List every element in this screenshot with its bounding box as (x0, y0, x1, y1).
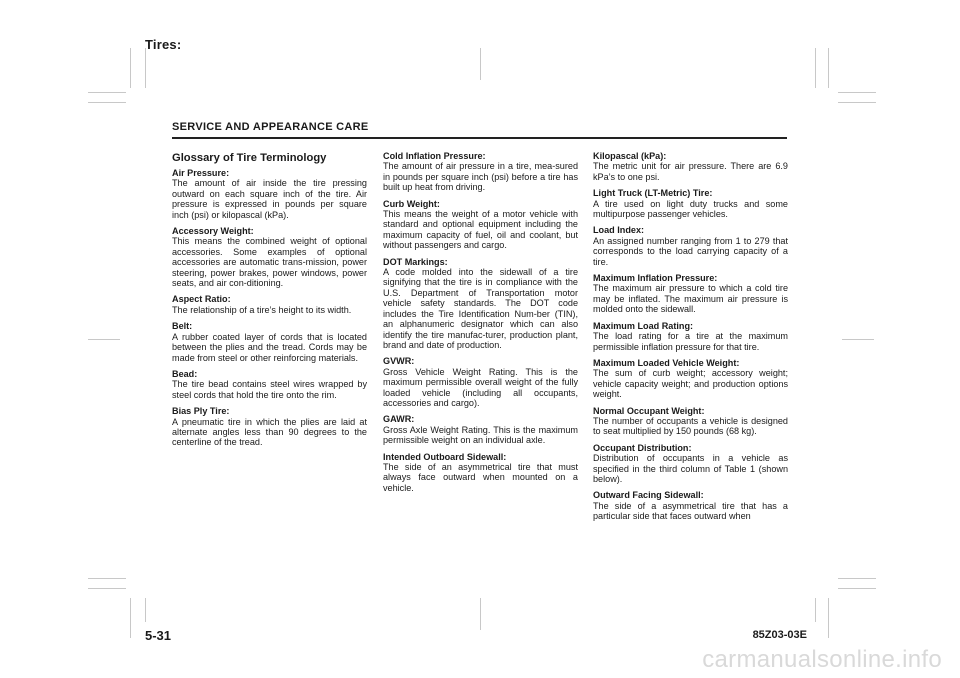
crop-mark (838, 102, 876, 103)
crop-mark (480, 48, 481, 80)
crop-mark (828, 48, 829, 88)
glossary-definition: This means the weight of a motor vehicle with standard and optional equipment including the maximum capacity of fuel, oil and coolant, but without passengers and cargo. (383, 209, 578, 251)
crop-mark (842, 339, 874, 340)
glossary-entry (383, 414, 578, 445)
glossary-entry (593, 406, 788, 437)
crop-mark (838, 92, 876, 93)
glossary-definition: This means the combined weight of optional accessories. Some examples of optional accessories are automatic trans-mission, power steering, power brakes, power windows, power seats, and air con-ditioning. (172, 236, 367, 289)
glossary-term: Cold Inflation Pressure: (383, 151, 486, 161)
glossary-term: Belt: (172, 321, 193, 332)
glossary-term: Maximum Load Rating: (593, 320, 694, 331)
glossary-term: GAWR: (383, 414, 415, 425)
glossary-definition: The tire bead contains steel wires wrapped by steel cords that hold the tire onto the rim. (172, 379, 367, 400)
glossary-heading: Glossary of Tire Terminology (172, 152, 327, 164)
crop-mark (88, 578, 126, 579)
glossary-entry (172, 226, 367, 288)
crop-mark (145, 48, 146, 88)
crop-mark (88, 339, 120, 340)
glossary-term: GVWR: (383, 356, 415, 367)
glossary-entry (383, 452, 578, 494)
glossary-entry (593, 151, 788, 182)
crop-mark (838, 588, 876, 589)
glossary-definition: The load rating for a tire at the maximum permissible inflation pressure for that tire. (593, 331, 788, 352)
glossary-column-3 (593, 151, 788, 528)
glossary-entry (593, 225, 788, 267)
glossary-definition: A code molded into the sidewall of a tire signifying that the tire is in compliance with the U.S. Department of Transportation motor vehicle safety standards. The DOT code includes the Tire Identification Num-ber (TIN), an alphanumeric designator which can also identify the tire manufac-turer, production plant, brand and date of production. (383, 267, 578, 350)
glossary-definition: Gross Axle Weight Rating. This is the maximum permissible weight on an individual axle. (383, 424, 578, 446)
glossary-definition: Distribution of occupants in a vehicle as specified in the third column of Table 1 (shown below). (593, 453, 788, 484)
glossary-term: DOT Markings: (383, 256, 448, 267)
glossary-entry (593, 490, 788, 521)
glossary-column-1 (172, 151, 367, 454)
crop-mark (88, 588, 126, 589)
glossary-entry (593, 443, 788, 485)
glossary-definition: The relationship of a tire’s height to its width. (172, 304, 352, 315)
glossary-entry (172, 321, 367, 363)
glossary-definition: The metric unit for air pressure. There are 6.9 kPa’s to one psi. (593, 161, 788, 182)
crop-mark (130, 598, 131, 638)
glossary-term: Normal Occupant Weight: (593, 405, 705, 416)
glossary-term: Kilopascal (kPa): (593, 151, 667, 161)
glossary-definition: A tire used on light duty trucks and some multipurpose passenger vehicles. (593, 198, 788, 220)
crop-mark (828, 598, 829, 638)
glossary-term: Bead: (172, 368, 198, 379)
section-title: SERVICE AND APPEARANCE CARE (172, 121, 369, 133)
page-number: 5-31 (145, 628, 172, 643)
glossary-entry (593, 188, 788, 219)
glossary-definition: The amount of air pressure in a tire, mea-sured in pounds per square inch (psi) before a tire has built up heat from driving. (383, 161, 578, 193)
glossary-definition: A pneumatic tire in which the plies are laid at alternate angles less than 90 degrees to the centerline of the tread. (172, 416, 367, 448)
crop-mark (130, 48, 131, 88)
glossary-definition: The side of an asymmetrical tire that must always face outward when mounted on a vehicle. (383, 461, 578, 493)
glossary-term: Light Truck (LT-Metric) Tire: (593, 188, 713, 199)
glossary-term: Load Index: (593, 225, 645, 236)
glossary-entry (172, 294, 367, 315)
crop-mark (145, 598, 146, 622)
glossary-entry (593, 273, 788, 315)
glossary-term: Aspect Ratio: (172, 294, 231, 305)
glossary-entry (172, 369, 367, 400)
glossary-definition: A rubber coated layer of cords that is located between the plies and the tread. Cords may be made from steel or other reinforcing materials. (172, 331, 367, 363)
crop-mark (815, 48, 816, 88)
glossary-definition: The sum of curb weight; accessory weight; vehicle capacity weight; and production options weight. (593, 368, 788, 400)
glossary-definition: Gross Vehicle Weight Rating. This is the maximum permissible overall weight of the fully loaded vehicle (including all occupants, accessories and cargo). (383, 366, 578, 408)
glossary-definition: The number of occupants a vehicle is designed to seat multiplied by 150 pounds (68 kg). (593, 415, 788, 437)
glossary-term: Accessory Weight: (172, 226, 254, 237)
glossary-entry (172, 168, 367, 220)
glossary-entry (172, 406, 367, 448)
glossary-definition: The amount of air inside the tire pressing outward on each square inch of the tire. Air pressure is expressed in pounds per square inch (psi) or kilopascal (kPa). (172, 178, 367, 220)
crop-mark (88, 92, 126, 93)
glossary-entry (383, 257, 578, 351)
glossary-entry (383, 199, 578, 251)
document-code: 85Z03-03E (752, 629, 807, 641)
glossary-definition: The side of a asymmetrical tire that has a particular side that faces outward when (593, 500, 788, 522)
crop-mark (838, 578, 876, 579)
glossary-entry (383, 151, 578, 193)
glossary-term: Outward Facing Sidewall: (593, 490, 704, 501)
glossary-definition: An assigned number ranging from 1 to 279 that corresponds to the load carrying capacity of a tire. (593, 235, 788, 267)
glossary-term: Maximum Inflation Pressure: (593, 273, 718, 284)
watermark: carmanualsonline.info (702, 646, 942, 673)
glossary-term: Occupant Distribution: (593, 442, 692, 453)
glossary-entry (383, 356, 578, 408)
glossary-term: Curb Weight: (383, 198, 440, 209)
glossary-term: Intended Outboard Sidewall: (383, 451, 507, 462)
glossary-entry (593, 358, 788, 400)
glossary-entry (593, 321, 788, 352)
crop-mark (815, 598, 816, 622)
crop-mark (88, 102, 126, 103)
glossary-term: Maximum Loaded Vehicle Weight: (593, 357, 740, 368)
glossary-term: Air Pressure: (172, 168, 230, 178)
page-header: Tires: (145, 37, 182, 52)
section-divider (172, 137, 787, 139)
glossary-column-2 (383, 151, 578, 499)
crop-mark (480, 598, 481, 630)
glossary-term: Bias Ply Tire: (172, 406, 230, 417)
glossary-definition: The maximum air pressure to which a cold tire may be inflated. The maximum air pressure is molded onto the sidewall. (593, 283, 788, 315)
